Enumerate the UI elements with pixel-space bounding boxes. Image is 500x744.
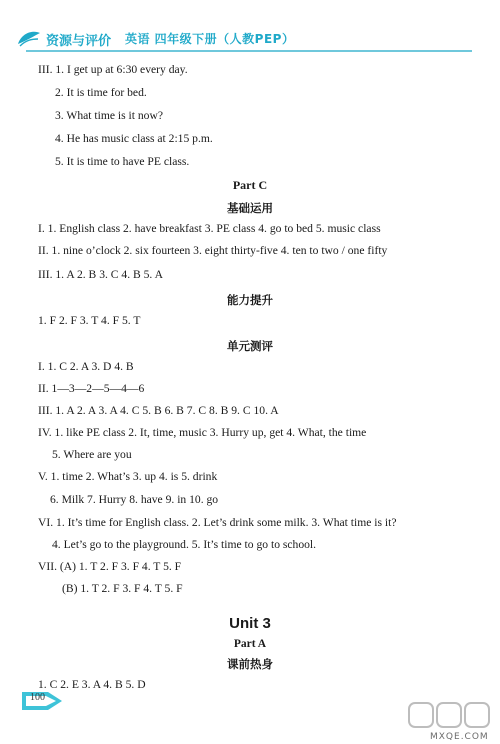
watermark-logo-icon (408, 700, 492, 732)
unit-title: Unit 3 (229, 615, 271, 632)
answer-line: 1. C 2. E 3. A 4. B 5. D (38, 678, 146, 691)
answer-line: 2. It is time for bed. (55, 86, 147, 99)
answer-line: 5. Where are you (52, 448, 132, 461)
answer-line: VII. (A) 1. T 2. F 3. F 4. T 5. F (38, 560, 182, 573)
page-header (0, 0, 500, 60)
answer-line: I. 1. C 2. A 3. D 4. B (38, 360, 134, 373)
answer-line: (B) 1. T 2. F 3. F 4. T 5. F (62, 582, 183, 595)
answer-line: I. 1. English class 2. have breakfast 3. PE class 4. go to bed 5. music class (38, 222, 381, 235)
series-title: 资源与评价 (46, 34, 112, 49)
page-number: 100 (30, 692, 45, 703)
answer-line: II. 1—3—2—5—4—6 (38, 382, 145, 395)
answer-line: 4. He has music class at 2:15 p.m. (55, 132, 213, 145)
section-heading: 单元测评 (227, 339, 273, 353)
answer-line: III. 1. I get up at 6:30 every day. (38, 63, 188, 76)
section-heading: 能力提升 (227, 293, 273, 307)
section-heading: 基础运用 (227, 201, 273, 215)
answer-line: 5. It is time to have PE class. (55, 155, 190, 168)
answer-line: III. 1. A 2. B 3. C 4. B 5. A (38, 268, 163, 281)
book-title: 英语 四年级下册（人教PEP） (125, 32, 295, 46)
section-heading: Part C (232, 178, 268, 192)
section-heading: 课前热身 (227, 657, 273, 671)
watermark-site: MXQE.COM (430, 732, 489, 742)
answer-line: 3. What time is it now? (55, 109, 163, 122)
answer-line: 6. Milk 7. Hurry 8. have 9. in 10. go (50, 493, 219, 506)
answer-line: II. 1. nine o’clock 2. six fourteen 3. eight thirty-five 4. ten to two / one fifty (38, 244, 388, 257)
answer-line: VI. 1. It’s time for English class. 2. Let’s drink some milk. 3. What time is it? (38, 516, 397, 529)
answer-line: 1. F 2. F 3. T 4. F 5. T (38, 314, 141, 327)
header-rule (26, 50, 472, 52)
answer-line: 4. Let’s go to the playground. 5. It’s time to go to school. (52, 538, 317, 551)
answer-line: III. 1. A 2. A 3. A 4. C 5. B 6. B 7. C 8. B 9. C 10. A (38, 404, 279, 417)
leaf-logo-icon (16, 30, 42, 48)
answer-line: V. 1. time 2. What’s 3. up 4. is 5. drink (38, 470, 218, 483)
section-heading: Part A (233, 638, 267, 650)
answer-line: IV. 1. like PE class 2. It, time, music 3. Hurry up, get 4. What, the time (38, 426, 367, 439)
